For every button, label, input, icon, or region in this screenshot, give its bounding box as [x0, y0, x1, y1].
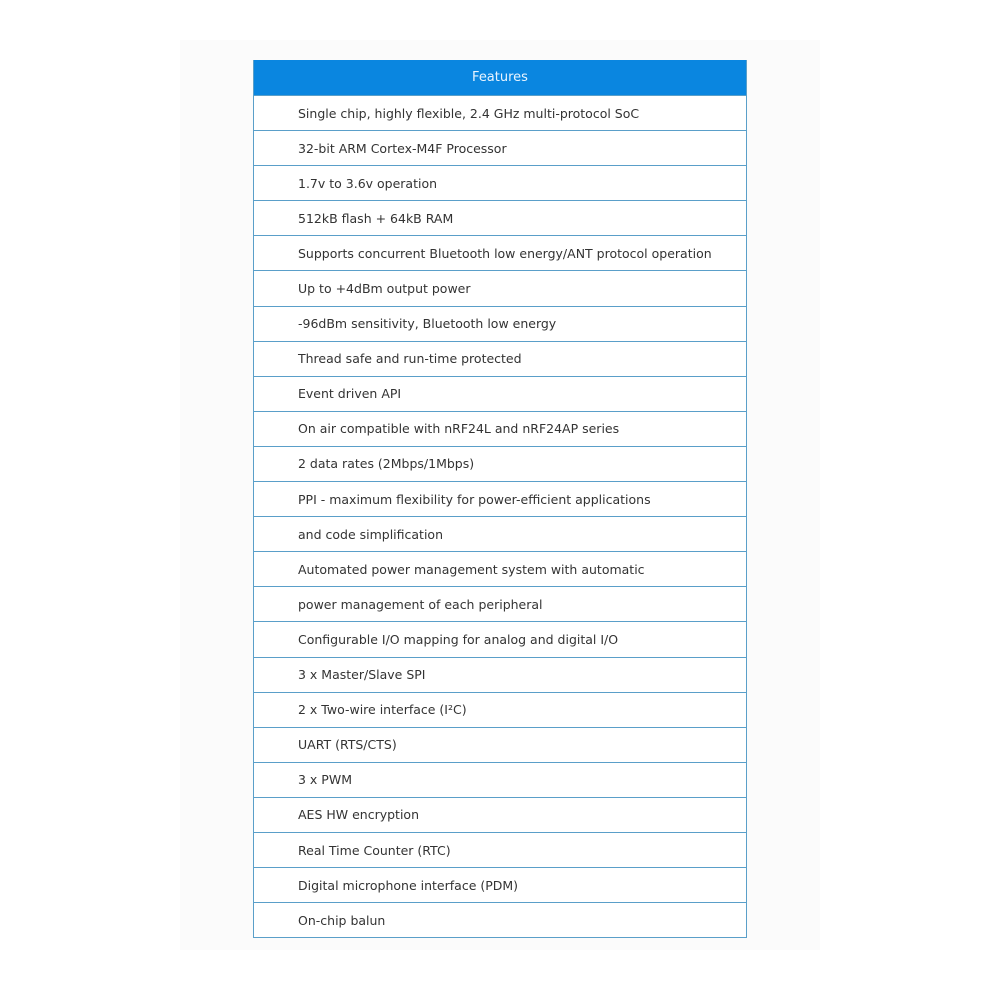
table-body — [254, 95, 746, 937]
table-row: Real Time Counter (RTC) — [254, 832, 746, 867]
table-row: On-chip balun — [254, 902, 746, 937]
table-row: PPI - maximum flexibility for power-efficient applications — [254, 481, 746, 516]
table-row: Supports concurrent Bluetooth low energy/ANT protocol operation — [254, 235, 746, 270]
table-row: Automated power management system with automatic — [254, 551, 746, 586]
table-row: Configurable I/O mapping for analog and digital I/O — [254, 621, 746, 656]
table-header: Features — [254, 60, 746, 95]
table-row: 32-bit ARM Cortex-M4F Processor — [254, 130, 746, 165]
table-row: Single chip, highly flexible, 2.4 GHz multi-protocol SoC — [254, 95, 746, 130]
table-row: 2 x Two-wire interface (I²C) — [254, 692, 746, 727]
table-row: Event driven API — [254, 376, 746, 411]
table-row: AES HW encryption — [254, 797, 746, 832]
table-row: Thread safe and run-time protected — [254, 341, 746, 376]
features-table — [253, 60, 747, 938]
table-row: UART (RTS/CTS) — [254, 727, 746, 762]
table-row: power management of each peripheral — [254, 586, 746, 621]
table-row: and code simplification — [254, 516, 746, 551]
table-row: Up to +4dBm output power — [254, 270, 746, 305]
table-row: 512kB flash + 64kB RAM — [254, 200, 746, 235]
table-row: 3 x Master/Slave SPI — [254, 657, 746, 692]
table-row: -96dBm sensitivity, Bluetooth low energy — [254, 306, 746, 341]
table-row: On air compatible with nRF24L and nRF24AP series — [254, 411, 746, 446]
table-row: Digital microphone interface (PDM) — [254, 867, 746, 902]
table-row: 2 data rates (2Mbps/1Mbps) — [254, 446, 746, 481]
table-row: 1.7v to 3.6v operation — [254, 165, 746, 200]
table-row: 3 x PWM — [254, 762, 746, 797]
